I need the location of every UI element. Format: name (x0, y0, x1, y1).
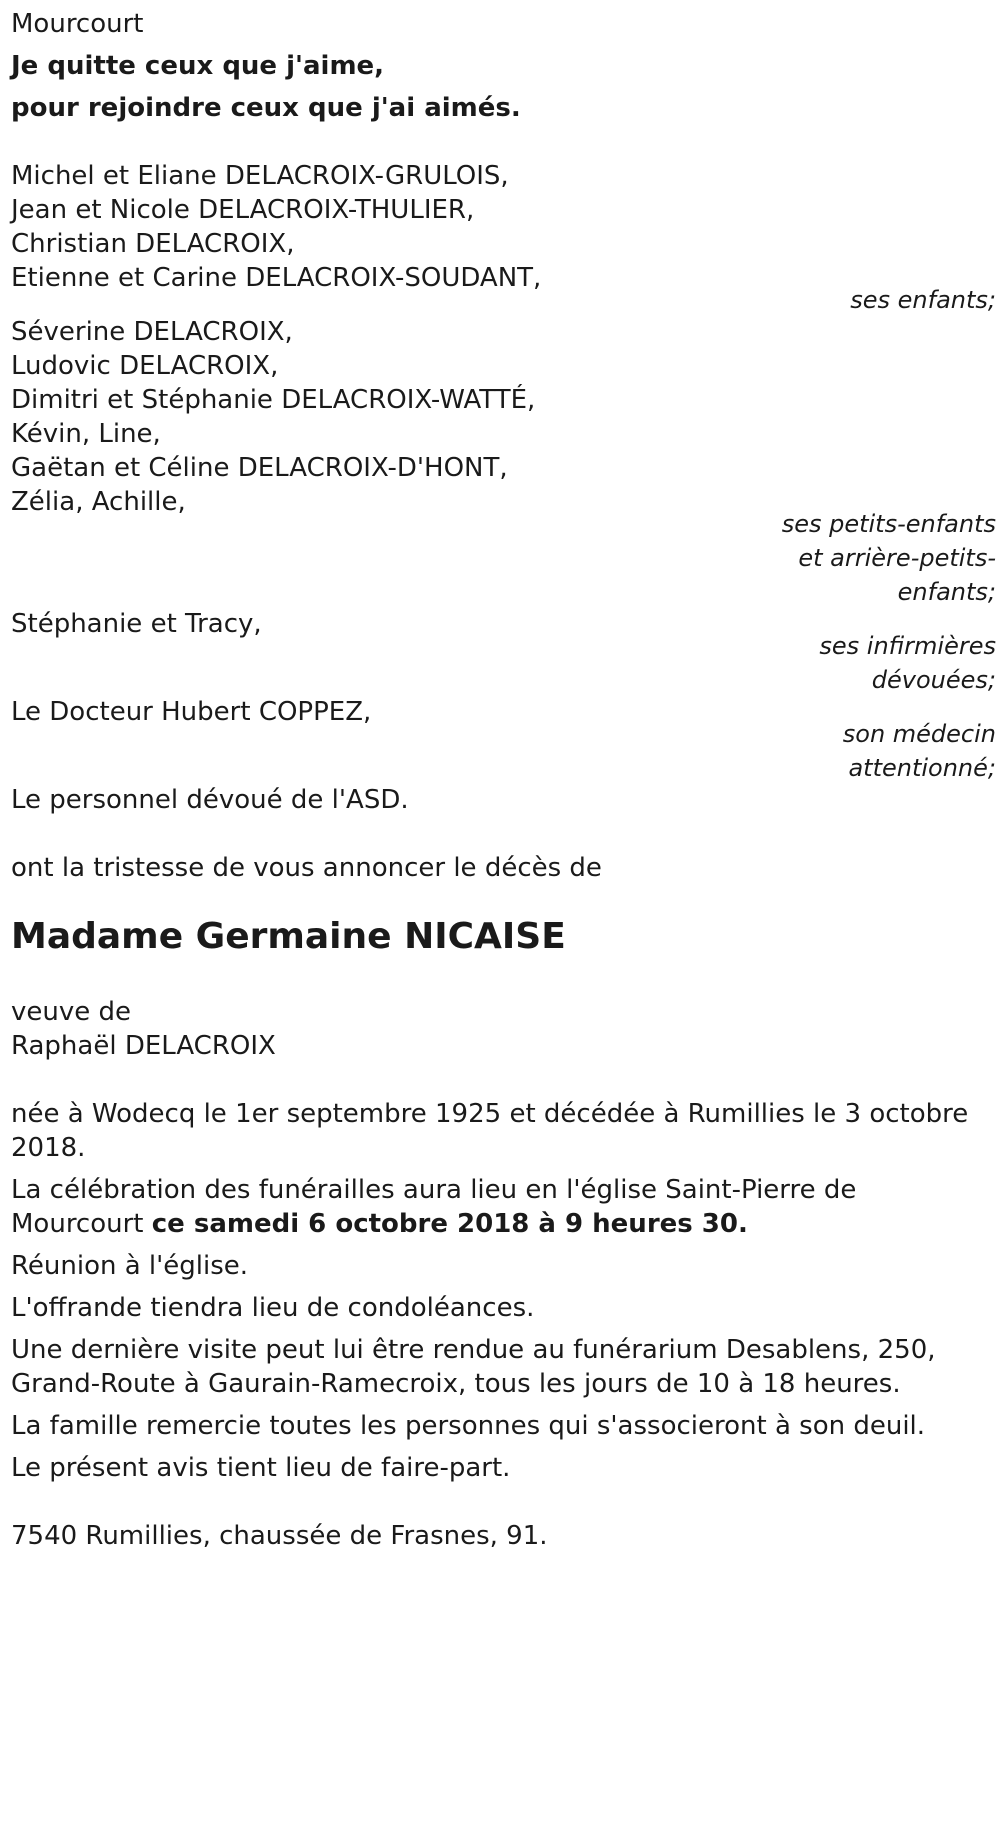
quote-line-1: Je quitte ceux que j'aime, (11, 51, 385, 81)
relationship-label: ses petits-enfants (781, 510, 996, 538)
deceased-name: Madame Germaine NICAISE (11, 916, 566, 957)
family-name-line: Etienne et Carine DELACROIX-SOUDANT, (11, 263, 542, 293)
widow-of-label: veuve de (11, 997, 132, 1027)
meeting-line: Réunion à l'église. (11, 1251, 249, 1281)
visit-line: Grand-Route à Gaurain-Ramecroix, tous les jours de 10 à 18 heures. (11, 1369, 901, 1399)
quote-line-2: pour rejoindre ceux que j'ai aimés. (11, 93, 521, 123)
birth-death-line: 2018. (11, 1133, 86, 1163)
address-line: 7540 Rumillies, chaussée de Frasnes, 91. (11, 1521, 548, 1551)
family-name-line: Ludovic DELACROIX, (11, 351, 279, 381)
relationship-label: enfants; (897, 578, 996, 606)
visit-line: Une dernière visite peut lui être rendue au funérarium Desablens, 250, (11, 1335, 936, 1365)
offering-line: L'offrande tiendra lieu de condoléances. (11, 1293, 535, 1323)
family-name-line: Christian DELACROIX, (11, 229, 295, 259)
spouse-name: Raphaël DELACROIX (11, 1031, 276, 1061)
funeral-date-time: ce samedi 6 octobre 2018 à 9 heures 30. (151, 1209, 748, 1239)
family-name-line: Kévin, Line, (11, 419, 161, 449)
relationship-label: ses infirmières (819, 632, 996, 660)
place-name: Mourcourt (11, 9, 144, 39)
family-name-line: Michel et Eliane DELACROIX-GRULOIS, (11, 161, 509, 191)
relationship-label: dévouées; (871, 666, 996, 694)
funeral-line (11, 1204, 748, 1244)
family-name-line: Zélia, Achille, (11, 487, 186, 517)
family-name-line: Dimitri et Stéphanie DELACROIX-WATTÉ, (11, 385, 536, 415)
funeral-line: La célébration des funérailles aura lieu en l'église Saint-Pierre de (11, 1175, 857, 1205)
notice-line: Le présent avis tient lieu de faire-part. (11, 1453, 511, 1483)
family-name-line: Le Docteur Hubert COPPEZ, (11, 697, 372, 727)
staff-line: Le personnel dévoué de l'ASD. (11, 785, 409, 815)
thanks-line: La famille remercie toutes les personnes qui s'associeront à son deuil. (11, 1411, 926, 1441)
family-name-line: Gaëtan et Céline DELACROIX-D'HONT, (11, 453, 508, 483)
relationship-label: ses enfants; (850, 286, 996, 314)
relationship-label: son médecin (842, 720, 996, 748)
relationship-label: attentionné; (848, 754, 996, 782)
family-name-line: Jean et Nicole DELACROIX-THULIER, (11, 195, 475, 225)
birth-death-line: née à Wodecq le 1er septembre 1925 et décédée à Rumillies le 3 octobre (11, 1099, 969, 1129)
announcement-line: ont la tristesse de vous annoncer le décès de (11, 853, 602, 883)
funeral-place: Mourcourt (11, 1209, 152, 1239)
family-name-line: Stéphanie et Tracy, (11, 609, 262, 639)
relationship-label: et arrière-petits- (798, 544, 996, 572)
family-name-line: Séverine DELACROIX, (11, 317, 293, 347)
